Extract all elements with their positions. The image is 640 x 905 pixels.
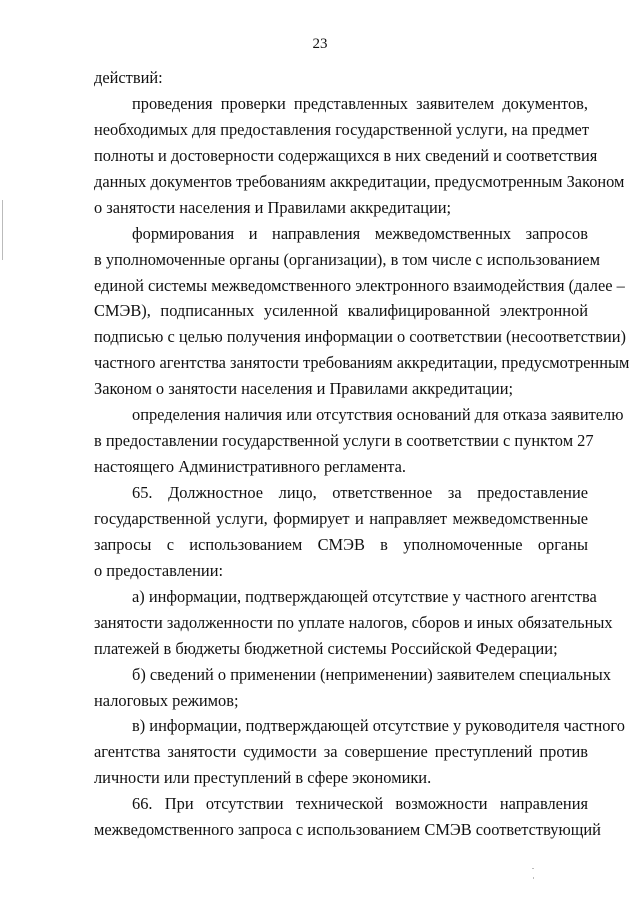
paragraph (94, 791, 601, 843)
paragraph (94, 584, 613, 662)
scan-artifact (532, 868, 534, 869)
text-line: в уполномоченные органы (организации), в том числе с использованием (94, 249, 600, 269)
text-line: частного агентства занятости требованиям аккредитации, предусмотренным (94, 353, 630, 373)
scan-artifact (533, 877, 534, 879)
text-line: настоящего Административного регламента. (94, 457, 406, 477)
text-line: о предоставлении: (94, 560, 224, 580)
text-line: личности или преступлений в сфере экономики. (94, 768, 432, 788)
paragraph (94, 91, 625, 221)
scan-artifact (2, 200, 3, 260)
text-line: занятости задолженности по уплате налогов, сборов и иных обязательных (94, 612, 613, 632)
page-number: 23 (312, 36, 328, 52)
text-line: государственной услуги, формирует и направляет межведомственные (94, 508, 588, 528)
text-line: подписью с целью получения информации о соответствии (несоответствии) (94, 327, 626, 347)
text-line: данных документов требованиям аккредитации, предусмотренным Законом (94, 171, 625, 191)
text-line: необходимых для предоставления государственной услуги, на предмет (94, 119, 589, 139)
paragraph (94, 221, 630, 403)
text-line: в) информации, подтверждающей отсутствие у руководителя частного (132, 716, 625, 736)
text-line: о занятости населения и Правилами аккредитации; (94, 197, 452, 217)
text-line: действий: (94, 68, 163, 87)
text-line: налоговых режимов; (94, 690, 239, 710)
text-line: 65. Должностное лицо, ответственное за предоставление (132, 483, 588, 502)
text-line: запросы с использованием СМЭВ в уполномоченные органы (94, 534, 588, 554)
text-line: определения наличия или отсутствия оснований для отказа заявителю (132, 405, 624, 425)
paragraph (94, 713, 625, 791)
text-line: агентства занятости судимости за совершение преступлений против (94, 742, 588, 762)
paragraph (94, 402, 624, 480)
text-line: Законом о занятости населения и Правилами аккредитации; (94, 379, 514, 399)
paragraph (94, 480, 588, 584)
text-line: проведения проверки представленных заявителем документов, (132, 93, 588, 113)
text-line: межведомственного запроса с использованием СМЭВ соответствующий (94, 820, 601, 840)
text-line: в предоставлении государственной услуги в соответствии с пунктом 27 (94, 431, 594, 451)
text-line: единой системы межведомственного электронного взаимодействия (далее – (94, 275, 625, 295)
paragraph (94, 65, 588, 91)
text-line: платежей в бюджеты бюджетной системы Российской Федерации; (94, 638, 558, 658)
document-body (94, 65, 630, 843)
text-line: б) сведений о применении (неприменении) заявителем специальных (132, 664, 611, 684)
text-line: 66. При отсутствии технической возможности направления (132, 794, 588, 814)
text-line: формирования и направления межведомственных запросов (132, 223, 588, 243)
text-line: СМЭВ), подписанных усиленной квалифицированной электронной (94, 301, 588, 321)
paragraph (94, 662, 611, 714)
text-line: полноты и достоверности содержащихся в них сведений и соответствия (94, 145, 598, 165)
text-line: а) информации, подтверждающей отсутствие у частного агентства (132, 586, 597, 606)
